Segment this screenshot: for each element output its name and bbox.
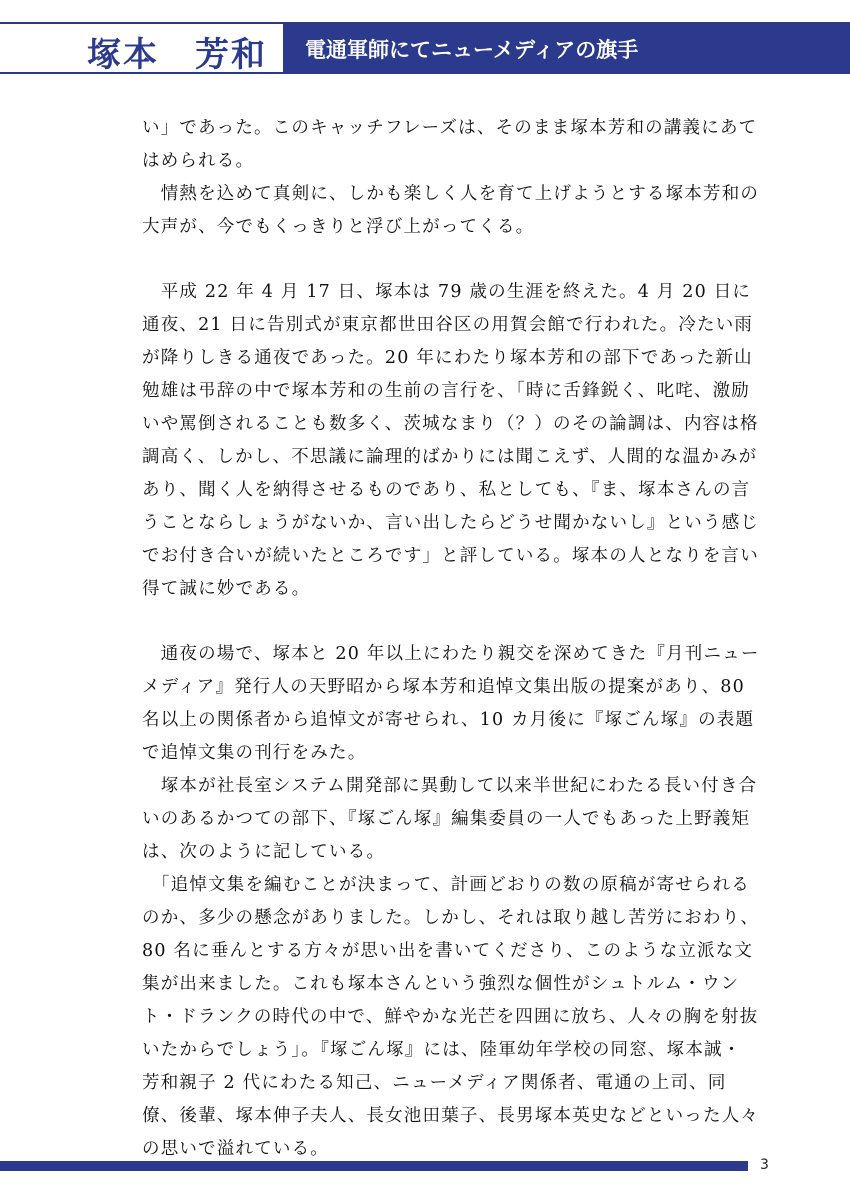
paragraph: 通夜の場で、塚本と 20 年以上にわたり親交を深めてきた『月刊ニューメディア』発行人の天野昭から塚本芳和追悼文集出版の提案があり、80 名以上の関係者から追悼文が寄せられ、10 カ月後に『塚ごん塚』の表題で追悼文集の刊行をみた。 bbox=[142, 644, 760, 763]
paragraph: 平成 22 年 4 月 17 日、塚本は 79 歳の生涯を終えた。4 月 20 日に通夜、21 日に告別式が東京都世田谷区の用賀会館で行われた。冷たい雨が降りしきる通夜であった。20 年にわたり塚本芳和の部下であった新山勉雄は弔辞の中で塚本芳和の生前の言行を、「時に舌鋒鋭く、叱咤、激励いや罵倒されることも数多く、茨城なまり（？）のその論調は、内容は格調高く、しかし、不思議に論理的ばかりには聞こえず、人間的な温かみがあり、聞く人を納得させるものであり、私としても、『ま、塚本さんの言うことならしょうがないか、言い出したらどうせ聞かないし』という感じでお付き合いが続いたところです」と評している。塚本の人となりを言い得て誠に妙である。 bbox=[142, 282, 760, 599]
paragraph-gap bbox=[142, 606, 760, 638]
footer-bar bbox=[0, 1161, 748, 1171]
paragraph-gap bbox=[142, 244, 760, 276]
paragraph: 「追悼文集を編むことが決まって、計画どおりの数の原稿が寄せられるのか、多少の懸念がありました。しかし、それは取り越し苦労におわり、80 名に垂んとする方々が思い出を書いてくださり、このような立派な文集が出来ました。これも塚本さんという強烈な個性がシュトルム・ウント・ドランクの時代の中で、鮮やかな光芒を四囲に放ち、人々の胸を射抜いたからでしょう」。『塚ごん塚』には、陸軍幼年学校の同窓、塚本誠・芳和親子 2 代にわたる知己、ニューメディア関係者、電通の上司、同僚、後輩、塚本伸子夫人、長女池田葉子、長男塚本英史などといった人々の思いで溢れている。 bbox=[142, 875, 760, 1159]
page-header bbox=[0, 22, 850, 74]
paragraph: 情熱を込めて真剣に、しかも楽しく人を育て上げようとする塚本芳和の大声が、今でもくっきりと浮び上がってくる。 bbox=[142, 184, 760, 237]
page-number: 3 bbox=[760, 1157, 769, 1173]
body-text bbox=[142, 112, 760, 1166]
paragraph: い」であった。このキャッチフレーズは、そのまま塚本芳和の講義にあてはめられる。 bbox=[142, 118, 758, 171]
paragraph: 塚本が社長室システム開発部に異動して以来半世紀にわたる長い付き合いのあるかつての部下、『塚ごん塚』編集委員の一人でもあった上野義矩は、次のように記している。 bbox=[142, 776, 758, 862]
author-name-box bbox=[0, 22, 283, 74]
chapter-title-box bbox=[283, 22, 850, 74]
chapter-title: 電通軍師にてニューメディアの旗手 bbox=[305, 38, 639, 62]
author-name: 塚本 芳和 bbox=[87, 35, 267, 75]
